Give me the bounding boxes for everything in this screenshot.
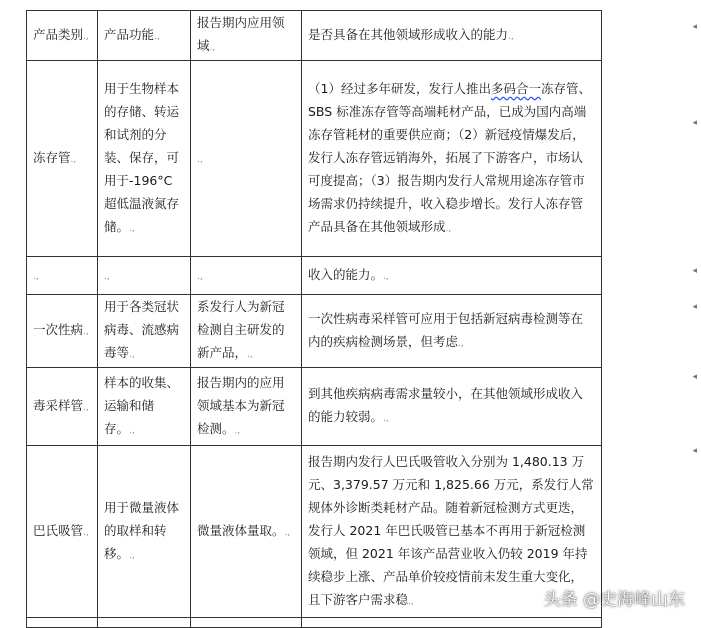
cell-function: ., <box>98 257 191 295</box>
table-row <box>27 368 602 446</box>
cell-category: 毒采样管., <box>27 368 98 446</box>
row-end-mark: ◂ <box>692 22 697 32</box>
cell-category: ., <box>27 257 98 295</box>
cell-ability: 到其他疾病病毒需求量较小，在其他领域形成收入的能力较弱。., <box>302 368 602 446</box>
cell-category: 巴氏吸管., <box>27 446 98 618</box>
cell-category: 冻存管., <box>27 61 98 257</box>
header-ability: 是否具备在其他领域形成收入的能力., <box>302 11 602 61</box>
watermark: 头条 @史海峰山东 <box>543 590 685 610</box>
header-application: 报告期内应用领域., <box>191 11 302 61</box>
row-end-mark: ◂ <box>692 302 697 312</box>
product-table <box>26 10 602 628</box>
cell-category: 一次性病., <box>27 295 98 368</box>
cell-ability: 一次性病毒采样管可应用于包括新冠病毒检测等在内的疾病检测场景，但考虑., <box>302 295 602 368</box>
cell-application: 系发行人为新冠检测自主研发的新产品，., <box>191 295 302 368</box>
cell-application: ., <box>191 61 302 257</box>
cell-function: 用于生物样本的存储、转运和试剂的分装、保存，可用于-196°C超低温液氮存储。., <box>98 61 191 257</box>
cell-function: 用于微量液体的取样和转移。., <box>98 446 191 618</box>
cell-function: 样本的收集、运输和储存。., <box>98 368 191 446</box>
cell-ability: 报告期内发行人巴氏吸管收入分别为 1,480.13 万元、3,379.57 万元和 1,825.66 万元，系发行人常规体外诊断类耗材产品。随着新冠检测方式更迭，发行人 2021 年巴氏吸管已基本不再用于新冠检测领域，但 2021 年该产品营业收入仍较 2019 年持续稳步上涨、产品单价较疫情前未发生重大变化，且下游客户需求稳., <box>302 446 602 618</box>
cell-ability: （1）经过多年研发，发行人推出多码合一冻存管、SBS 标准冻存管等高端耗材产品，已成为国内高端冻存管耗材的重要供应商；（2）新冠疫情爆发后，发行人冻存管远销海外，拓展了下游客户，市场认可度提高；（3）报告期内发行人常规用途冻存管市场需求仍持续提升，收入稳步增长。发行人冻存管产品具备在其他领域形成., <box>302 61 602 257</box>
row-end-mark: ◂ <box>692 118 697 128</box>
table-row-partial <box>27 618 602 628</box>
table-row <box>27 257 602 295</box>
table-header-row <box>27 11 602 61</box>
row-end-mark: ◂ <box>692 266 697 276</box>
table-row <box>27 446 602 618</box>
cell-application: 微量液体量取。., <box>191 446 302 618</box>
cell-ability: 收入的能力。., <box>302 257 602 295</box>
cell-application: ., <box>191 257 302 295</box>
table-row <box>27 295 602 368</box>
cell-application: 报告期内的应用领域基本为新冠检测。., <box>191 368 302 446</box>
cell-function: 用于各类冠状病毒、流感病毒等., <box>98 295 191 368</box>
header-function: 产品功能., <box>98 11 191 61</box>
row-end-mark: ◂ <box>692 446 697 456</box>
row-end-mark: ◂ <box>692 372 697 382</box>
table-row <box>27 61 602 257</box>
spellcheck-underline: 多码合一 <box>490 80 541 96</box>
header-category: 产品类别., <box>27 11 98 61</box>
